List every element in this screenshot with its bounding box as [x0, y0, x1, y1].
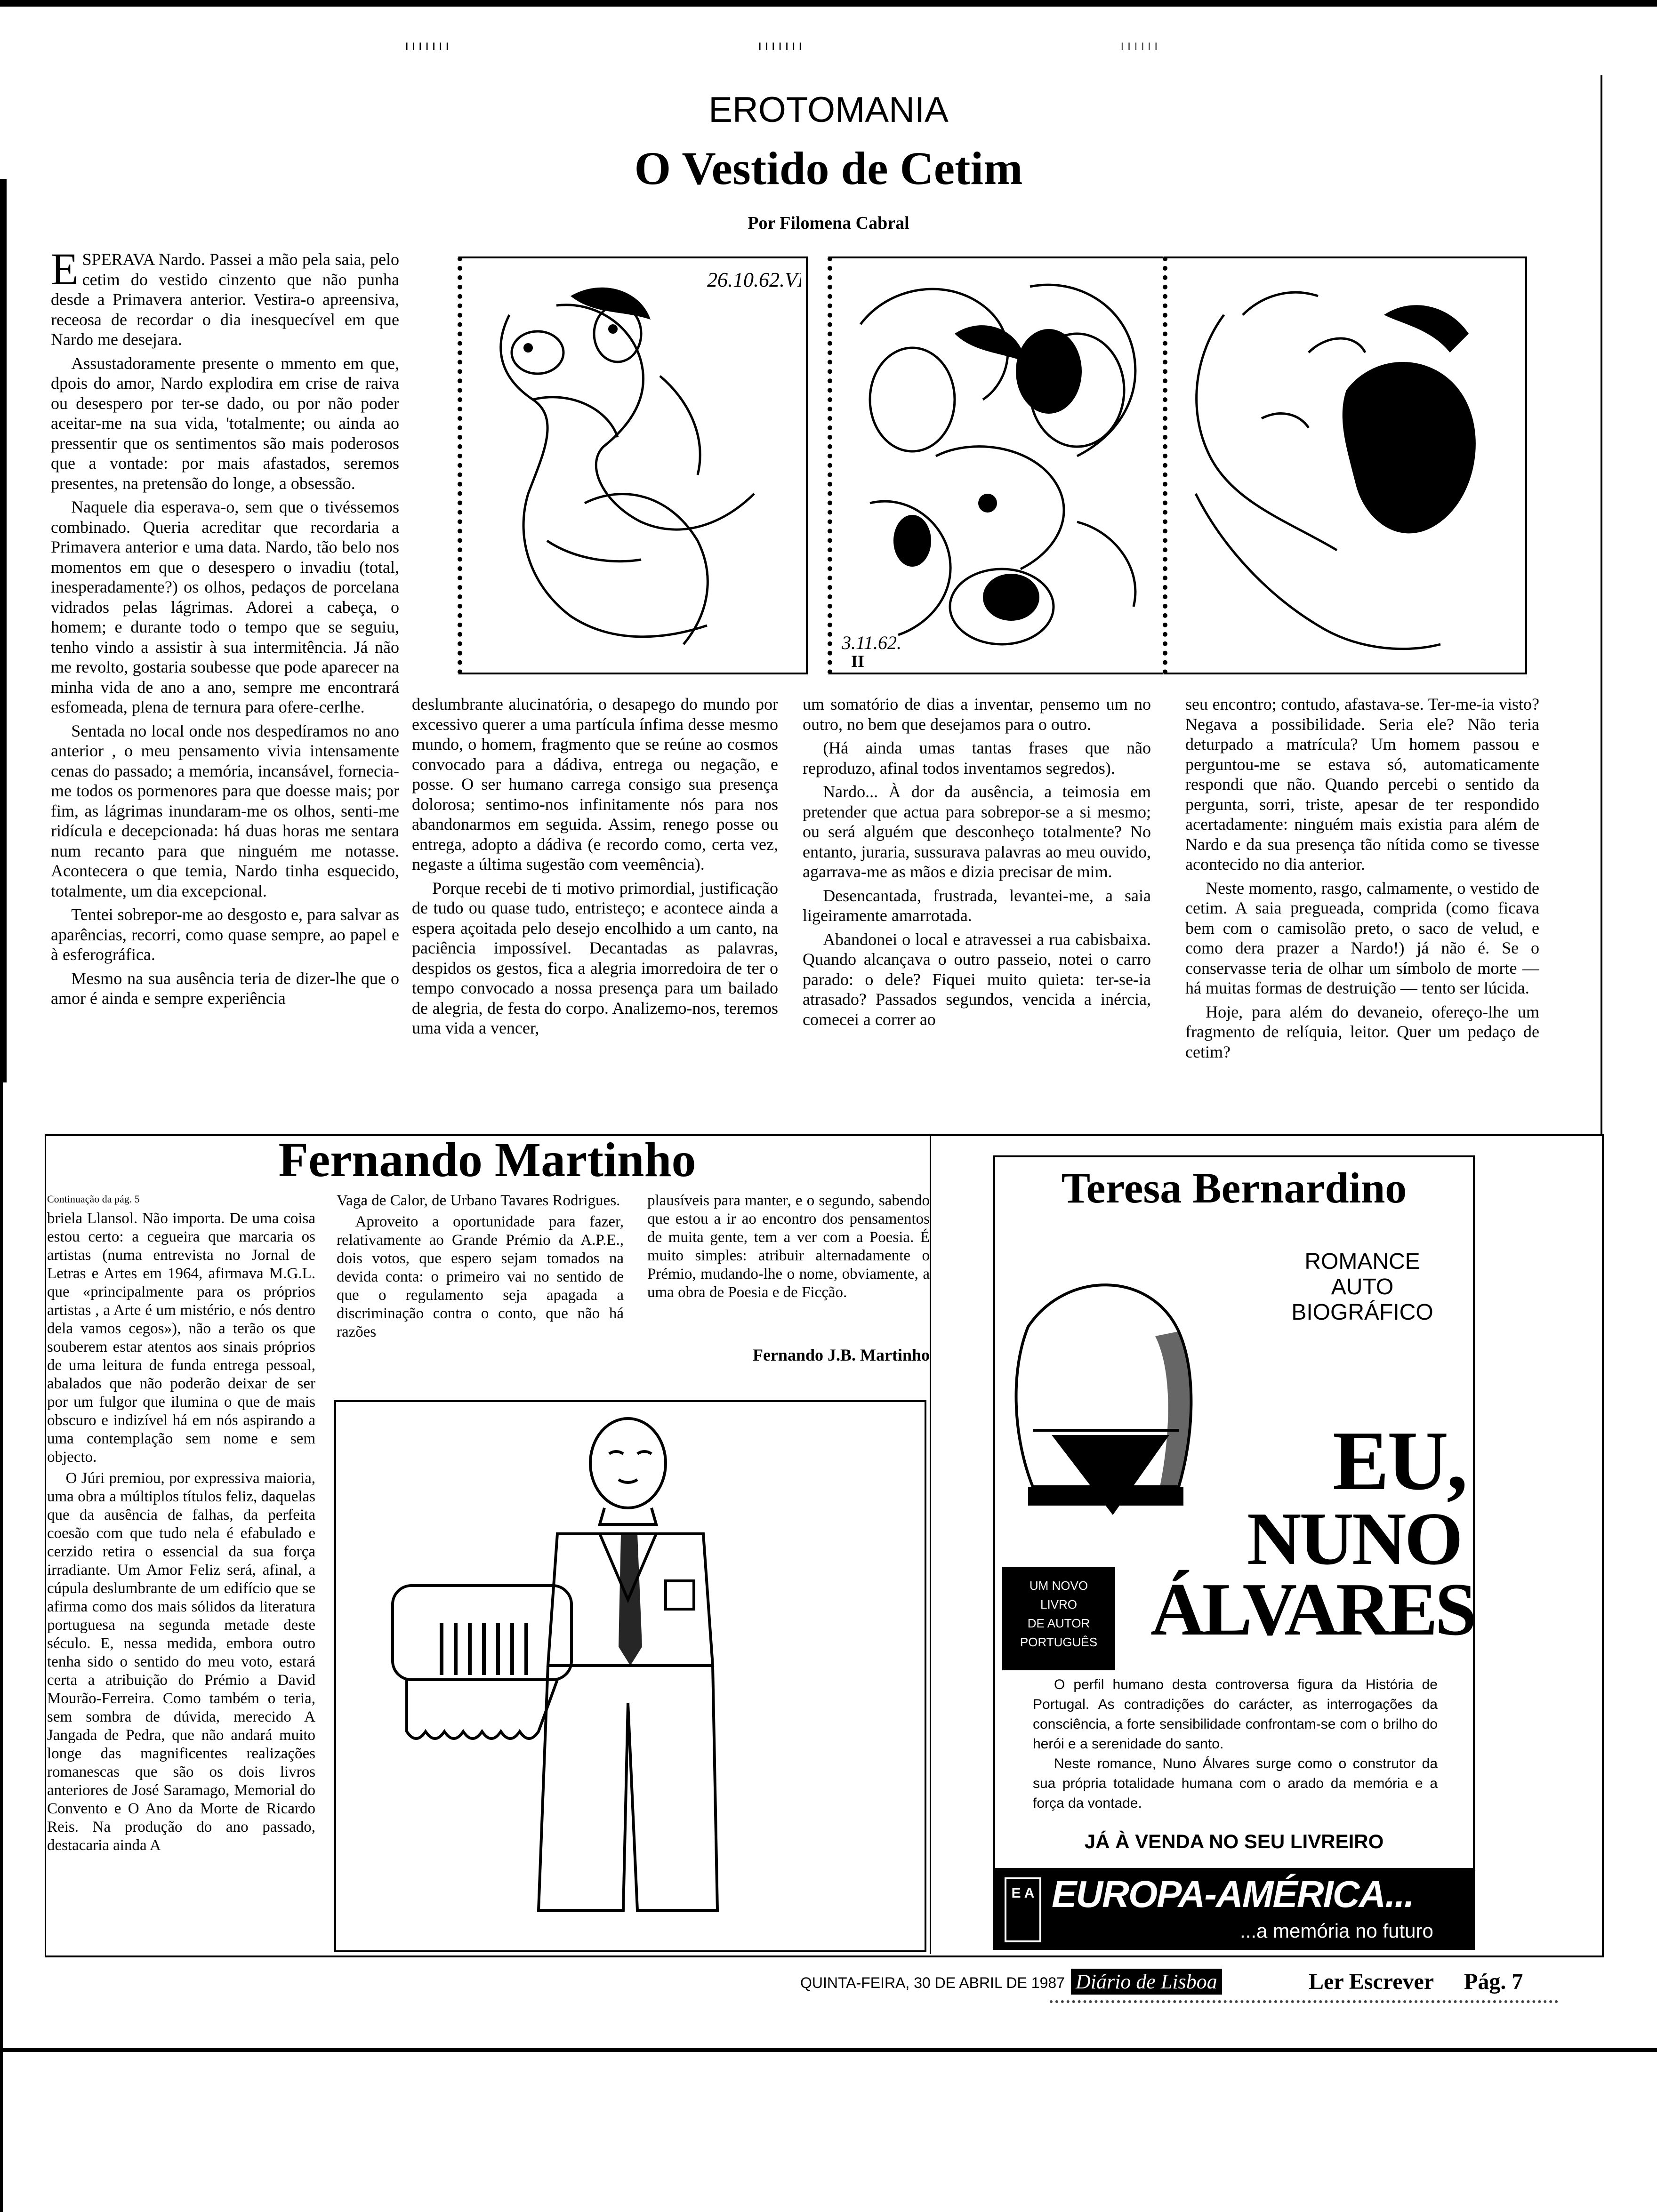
- ad-book-title: [1240, 1414, 1466, 1507]
- registration-mark: ııııııı: [405, 38, 452, 53]
- paragraph: Naquele dia esperava-o, sem que o tivéssemos combinado. Queria acreditar que recordaria a Primavera anterior e uma data. Nardo, tão belo nos momentos em que o desespero o invadiu (total, inesperadamente?) os olhos, pedaços de porcelana vidrados pelas lágrimas. Adorei a cabeça, o homem; e durante todo o tempo que se seguiu, tenho vindo a assistir à sua intermitência. Já não me revolto, gostaria soubesse que pode aparecer na minha vida de ano a ano, sempre me encontrará esfomeada, plena de ternura para ofere-cerlhe.: [51, 497, 399, 716]
- publisher-banner: [995, 1868, 1473, 1948]
- ad-book-title-line: NUNO: [1247, 1497, 1461, 1580]
- paragraph: SPERAVA Nardo. Passei a mão pela saia, pelo cetim do vestido cinzento que não punha desde a Primavera anterior. Vestira-o apreensiva, receosa de recordar o dia inesquecível em que Nardo me desejara.: [51, 250, 399, 349]
- article-kicker: EROTOMANIA: [708, 90, 949, 130]
- artwork-lovers: [458, 256, 808, 674]
- footer-date: QUINTA-FEIRA, 30 DE ABRIL DE 1987: [800, 1974, 1065, 1991]
- publisher-logo: E A: [1005, 1877, 1041, 1942]
- paragraph: briela Llansol. Não importa. De uma coisa estou certo: a cegueira que marcaria os artistas (numa entrevista no Jornal de Letras e Artes em 1964, afirmava M.G.L. que «principalmente para os próprios artistas , a Arte é um mistério, e nós dentro dela vamos cegos»), não a terão os que souberem estar atentos aos sinais próprios de uma leitura de funda entrega pessoal, abalados que não poderão deixar de ser por um fulgor que ilumina o que de mais obscuro e indizível há em nós aspirando a uma contemplação sem nome e sem objecto.: [47, 1210, 315, 1466]
- section-column-1: [47, 1210, 315, 1953]
- ad-paragraph: O perfil humano desta controversa figura da História de Portugal. As contradições do carácter, as interrogações da consciência, a forte sensibilidade confrontam-se com o brilho do herói e a serenidade do santo.: [1033, 1677, 1438, 1752]
- ad-genre: [1259, 1249, 1466, 1325]
- artwork-date-roman: II: [851, 652, 865, 671]
- bottom-rule: [0, 2048, 1657, 2052]
- top-border: [0, 0, 1657, 7]
- ad-genre-line: AUTO: [1331, 1274, 1394, 1299]
- paragraph: Aproveito a oportunidade para fazer, relativamente ao Grande Prémio da A.P.E., dois votos, que espero sejam tomados na devida conta: o primeiro vai no sentido de que o regulamento seja apagada a discriminação contra o conto, que não há razões: [337, 1213, 624, 1340]
- paragraph: Mesmo na sua ausência teria de dizer-lhe que o amor é ainda e sempre experiência: [51, 969, 399, 1008]
- paragraph: Desencantada, frustrada, levantei-me, a saia ligeiramente amarrotada.: [803, 886, 1151, 925]
- paragraph: (Há ainda umas tantas frases que não reproduzo, afinal todos inventamos segredos).: [803, 738, 1151, 777]
- ad-book-title-line: ÁLVARES: [1150, 1567, 1474, 1651]
- artwork-profile: [1163, 256, 1527, 674]
- footer-section: Ler Escrever: [1309, 1969, 1434, 1994]
- page-number: Pág. 7: [1464, 1969, 1523, 1994]
- cartoon-man-with-package: [334, 1400, 926, 1952]
- article-byline: Por Filomena Cabral: [748, 213, 909, 233]
- paragraph: um somatório de dias a inventar, pensemo um no outro, no bem que desejamos para o outro.: [803, 695, 1151, 734]
- ad-book-title-line: EU,: [1332, 1414, 1466, 1507]
- paragraph: plausíveis para manter, e o segundo, sabendo que estou a ir ao encontro dos pensamentos de muita gente, tem a ver com a Poesia. É muito simples: atribuir alternadamente o Prémio, mudando-lhe o nome, obviamente, a uma obra de Poesia e de Ficção.: [647, 1192, 930, 1301]
- article-column-1: [51, 249, 399, 1125]
- ad-badge: [1002, 1567, 1115, 1670]
- registration-mark: ıııııı: [1120, 38, 1161, 53]
- article-title: O Vestido de Cetim: [634, 142, 1023, 194]
- section-column-2: [337, 1192, 624, 1375]
- footer-noise: [1050, 2000, 1558, 2012]
- ad-author: Teresa Bernardino: [1061, 1164, 1407, 1212]
- paragraph: Sentada no local onde nos despedíramos no ano anterior , o meu pensamento vivia intensamente cenas do passado; a memória, incansável, fornecia-me todos os pormenores para que doesse mais; por fim, as lágrimas inundaram-me os olhos, senti-me ridícula e decepcionada: há duas horas me sentara num recanto para que ninguém me notasse. Acontecera o que temia, Nardo tinha esquecido, totalmente, um dia excepcional.: [51, 721, 399, 900]
- column-divider: [930, 1135, 931, 1954]
- section-title: Fernando Martinho: [278, 1133, 696, 1187]
- paragraph: Neste momento, rasgo, calmamente, o vestido de cetim. A saia pregueada, comprida (como ficava bem com o camisolão preto, o saco de velud, e como dera prazer a Nardo!) já não é. Se o conservasse teria de olhar um símbolo de morte — há muitas formas de destruição — tento ser lúcida.: [1185, 878, 1539, 997]
- paragraph: O Júri premiou, por expressiva maioria, uma obra a múltiplos títulos feliz, daquelas que da ausência de falhas, da perfeita coesão com que tudo nela é efabulado e cerzido retira o essencial da sua força irradiante. Um Amor Feliz será, afinal, a cúpula deslumbrante de um edifício que se afirma como dos mais sólidos da literatura portuguesa na segunda metade deste século. E, nessa medida, embora outro tenha sido o sentido do meu voto, estará certa a atribuição do Prémio a David Mourão-Ferreira. Como também o teria, sem sombra de dúvida, merecido A Jangada de Pedra, que não andará muito longe das magnificentes realizações romanescas que são os dois livros anteriores de José Saramago, Memorial do Convento e O Ano da Morte de Ricardo Reis. Na produção do ano passado, destacaria ainda A: [47, 1470, 315, 1854]
- ad-badge-line: UM NOVO: [1029, 1579, 1088, 1593]
- paragraph: deslumbrante alucinatória, o desapego do mundo por excessivo querer a uma partícula ínfima desse mesmo mundo, o homem, fragmento que se reúne ao cosmos convocado para a dádiva, entrega ou negação, e posse. O ser humano carrega consigo sua presença dolorosa; sentimo-nos infinitamente nós para nos abandonarmos em seguida. Assim, renego posse ou entrega, adopto a dádiva (e recordo como, certa vez, negaste a última sugestão com veemência).: [412, 695, 778, 874]
- article-column-3: [803, 694, 1151, 1122]
- ad-badge-line: PORTUGUÊS: [1020, 1635, 1098, 1649]
- paragraph: Abandonei o local e atravessei a rua cabisbaixa. Quando alcançava o outro passeio, notei o carro parado: o dele? Fiquei muito quieta: ter-se-ia atrasado? Passados segundos, vencida a inércia, comecei a correr ao: [803, 930, 1151, 1029]
- newspaper-name: Diário de Lisboa: [1071, 1969, 1222, 1995]
- article-column-2: [412, 694, 778, 1122]
- ad-badge-line: DE AUTOR: [1027, 1616, 1090, 1630]
- section-column-3: [647, 1192, 930, 1323]
- left-edge: [0, 179, 7, 1082]
- ad-paragraph: Neste romance, Nuno Álvares surge como o construtor da sua própria totalidade humana com o arado da memória e a força da vontade.: [1033, 1756, 1438, 1811]
- paragraph: Porque recebi de ti motivo primordial, justificação de tudo ou quase tudo, entristeço; e acontece ainda a espera açoitada pelo desejo encolhido a um canto, na paciência impossível. Decantadas as palavras, despidos os gestos, fica a alegria imorredoira de ter o tempo convocado a nossa presença para um bailado de alegria, de festa do corpo. Analizemo-nos, teremos uma vida a vencer,: [412, 878, 778, 1037]
- paragraph: Nardo... À dor da ausência, a teimosia em pretender que actua para sobrepor-se a si mesmo; ou será alguém que desconheço totalmente? No entanto, juraria, sussurava palavras ao meu ouvido, agarrava-me as mãos e dizia precisar de mim.: [803, 782, 1151, 881]
- publisher-name: EUROPA-AMÉRICA...: [1052, 1873, 1414, 1915]
- paragraph: Tentei sobrepor-me ao desgosto e, para salvar as aparências, recorri, como quase sempre, ao papel e à esferográfica.: [51, 905, 399, 964]
- book-advertisement: [993, 1155, 1475, 1950]
- publisher-slogan: ...a memória no futuro: [1240, 1920, 1433, 1942]
- left-edge: [0, 1059, 3, 2212]
- ad-genre-line: BIOGRÁFICO: [1291, 1300, 1433, 1325]
- continuation-note: Continuação da pág. 5: [47, 1193, 140, 1205]
- helmet-illustration: [1000, 1251, 1207, 1590]
- paragraph: seu encontro; contudo, afastava-se. Ter-me-ia visto? Negava a possibilidade. Seria ele? Não teria deturpado a matrícula? Um homem passou e perguntou-me se estava só, automaticamente respondi que não. Quando percebi o sentido da pergunta, sorri, triste, apesar de ter respondido acertadamente: ninguém mais existia para além de Nardo e da sua presença tão nítida como se tivesse acontecido no dia anterior.: [1185, 695, 1539, 874]
- article-column-4: [1185, 694, 1539, 1122]
- paragraph: Vaga de Calor, de Urbano Tavares Rodrigues.: [337, 1192, 620, 1209]
- paragraph: Assustadoramente presente o mmento em que, dpois do amor, Nardo explodira em crise de raiva ou desespero por ter-se dado, ou por não poder aceitar-me na sua vida, 'totalmente; ou ainda ao pressentir que os sentimentos são mais poderosos que a vontade: por mais afastados, seremos presentes, na pretensão do longe, a obsessão.: [51, 353, 399, 493]
- ad-badge-line: LIVRO: [1040, 1597, 1078, 1611]
- drop-cap: E: [51, 249, 79, 294]
- ad-cta: JÁ À VENDA NO SEU LIVREIRO: [1084, 1830, 1384, 1852]
- ad-genre-line: ROMANCE: [1304, 1249, 1420, 1274]
- registration-mark: ııııııı: [758, 38, 805, 53]
- ad-description: [1033, 1675, 1438, 1813]
- artwork-figures: [828, 256, 1178, 674]
- artwork-date: 3.11.62.: [842, 632, 902, 653]
- author-signature: Fernando J.B. Martinho: [752, 1346, 930, 1364]
- artwork-date: 26.10.62.VI: [707, 268, 801, 291]
- paragraph: Hoje, para além do devaneio, ofereço-lhe um fragmento de relíquia, leitor. Quer um pedaço de cetim?: [1185, 1002, 1539, 1061]
